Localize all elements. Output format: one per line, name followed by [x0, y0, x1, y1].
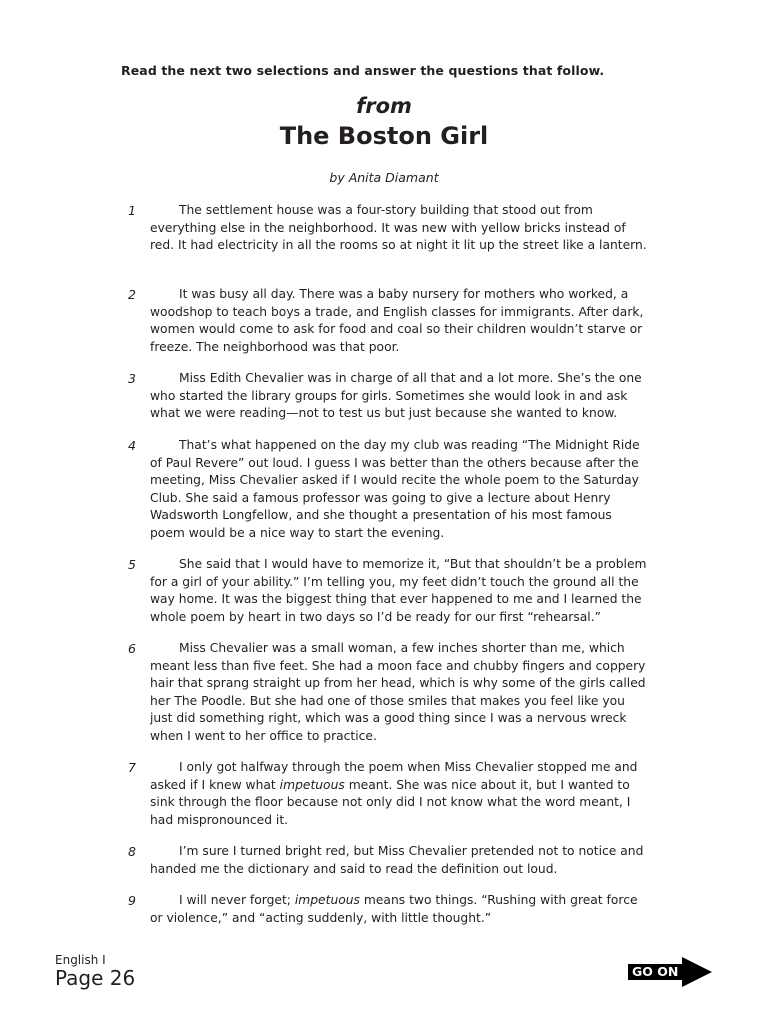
paragraph: The settlement house was a four-story building that stood out from everything else in the neighborhood. It was new with yellow bricks instead of red. It had electricity in all the rooms so at night it lit up the street like a lantern.	[150, 203, 647, 252]
paragraph-number: 8	[128, 844, 136, 859]
vocabulary-word: impetuous	[279, 777, 345, 792]
byline: by Anita Diamant	[329, 170, 439, 185]
paragraph: She said that I would have to memorize it, “But that shouldn’t be a problem for a girl of your ability.” I’m telling you, my feet didn’t touch the ground all the way home. It was the biggest thing that ever happened to me and I learned the whole poem by heart in two days so I’d be ready for our first “rehearsal.”	[150, 557, 647, 624]
paragraph-number: 1	[128, 203, 136, 218]
paragraph-number: 2	[128, 287, 136, 302]
paragraph-text: I only got halfway through the poem when Miss Chevalier stopped me and asked if I knew what	[150, 760, 638, 792]
paragraph-number: 5	[128, 557, 136, 572]
paragraph-number: 7	[128, 760, 136, 775]
vocabulary-word: impetuous	[294, 893, 360, 907]
paragraph-text: I will never forget;	[179, 893, 295, 907]
page-title: The Boston Girl	[279, 122, 489, 150]
paragraph-number: 3	[128, 371, 136, 386]
paragraph: Miss Edith Chevalier was in charge of all that and a lot more. She’s the one who started the library groups for girls. Sometimes she would look in and ask what we were reading—not to test us but just because she wanted to know.	[150, 371, 642, 420]
paragraph: Miss Chevalier was a small woman, a few inches shorter than me, which meant less than five feet. She had a moon face and chubby fingers and coppery hair that sprang straight up from her head, which is why some of the girls called her The Poodle. But she had one of those smiles that makes you feel like you just did something right, which was a good thing since I was a nervous wreck when I went to her office to practice.	[150, 641, 646, 743]
title-from: from	[356, 94, 412, 118]
paragraph	[150, 892, 650, 927]
paragraph-text: means two things. “Rushing with great force or violence,” and “acting suddenly, with little thought.”	[150, 893, 638, 925]
paragraph-number: 4	[128, 438, 136, 453]
footer-subject: English I	[55, 953, 106, 967]
instructions: Read the next two selections and answer the questions that follow.	[121, 63, 605, 78]
paragraph: It was busy all day. There was a baby nursery for mothers who worked, a woodshop to teach boys a trade, and English classes for immigrants. After dark, women would come to ask for food and coal so their children wouldn’t starve or freeze. The neighborhood was that poor.	[150, 287, 644, 354]
arrow-head-icon	[682, 957, 712, 987]
paragraph-text: meant. She was nice about it, but I wanted to sink through the floor because not only did I not know what the word meant, I had mispronounced it.	[150, 777, 631, 827]
paragraph	[150, 759, 650, 829]
paragraph: I’m sure I turned bright red, but Miss Chevalier pretended not to notice and handed me the dictionary and said to read the definition out loud.	[150, 844, 644, 876]
page-number: Page 26	[55, 966, 136, 990]
go-on-button[interactable]	[628, 957, 714, 987]
paragraph: That’s what happened on the day my club was reading “The Midnight Ride of Paul Revere” out loud. I guess I was better than the others because after the meeting, Miss Chevalier asked if I would recite the whole poem to the Saturday Club. She said a famous professor was going to give a lecture about Henry Wadsworth Longfellow, and she thought a presentation of his most famous poem would be a nice way to start the evening.	[150, 438, 640, 540]
paragraph-number: 9	[128, 893, 136, 908]
go-on-label: GO ON	[632, 964, 679, 979]
paragraph-number: 6	[128, 641, 136, 656]
